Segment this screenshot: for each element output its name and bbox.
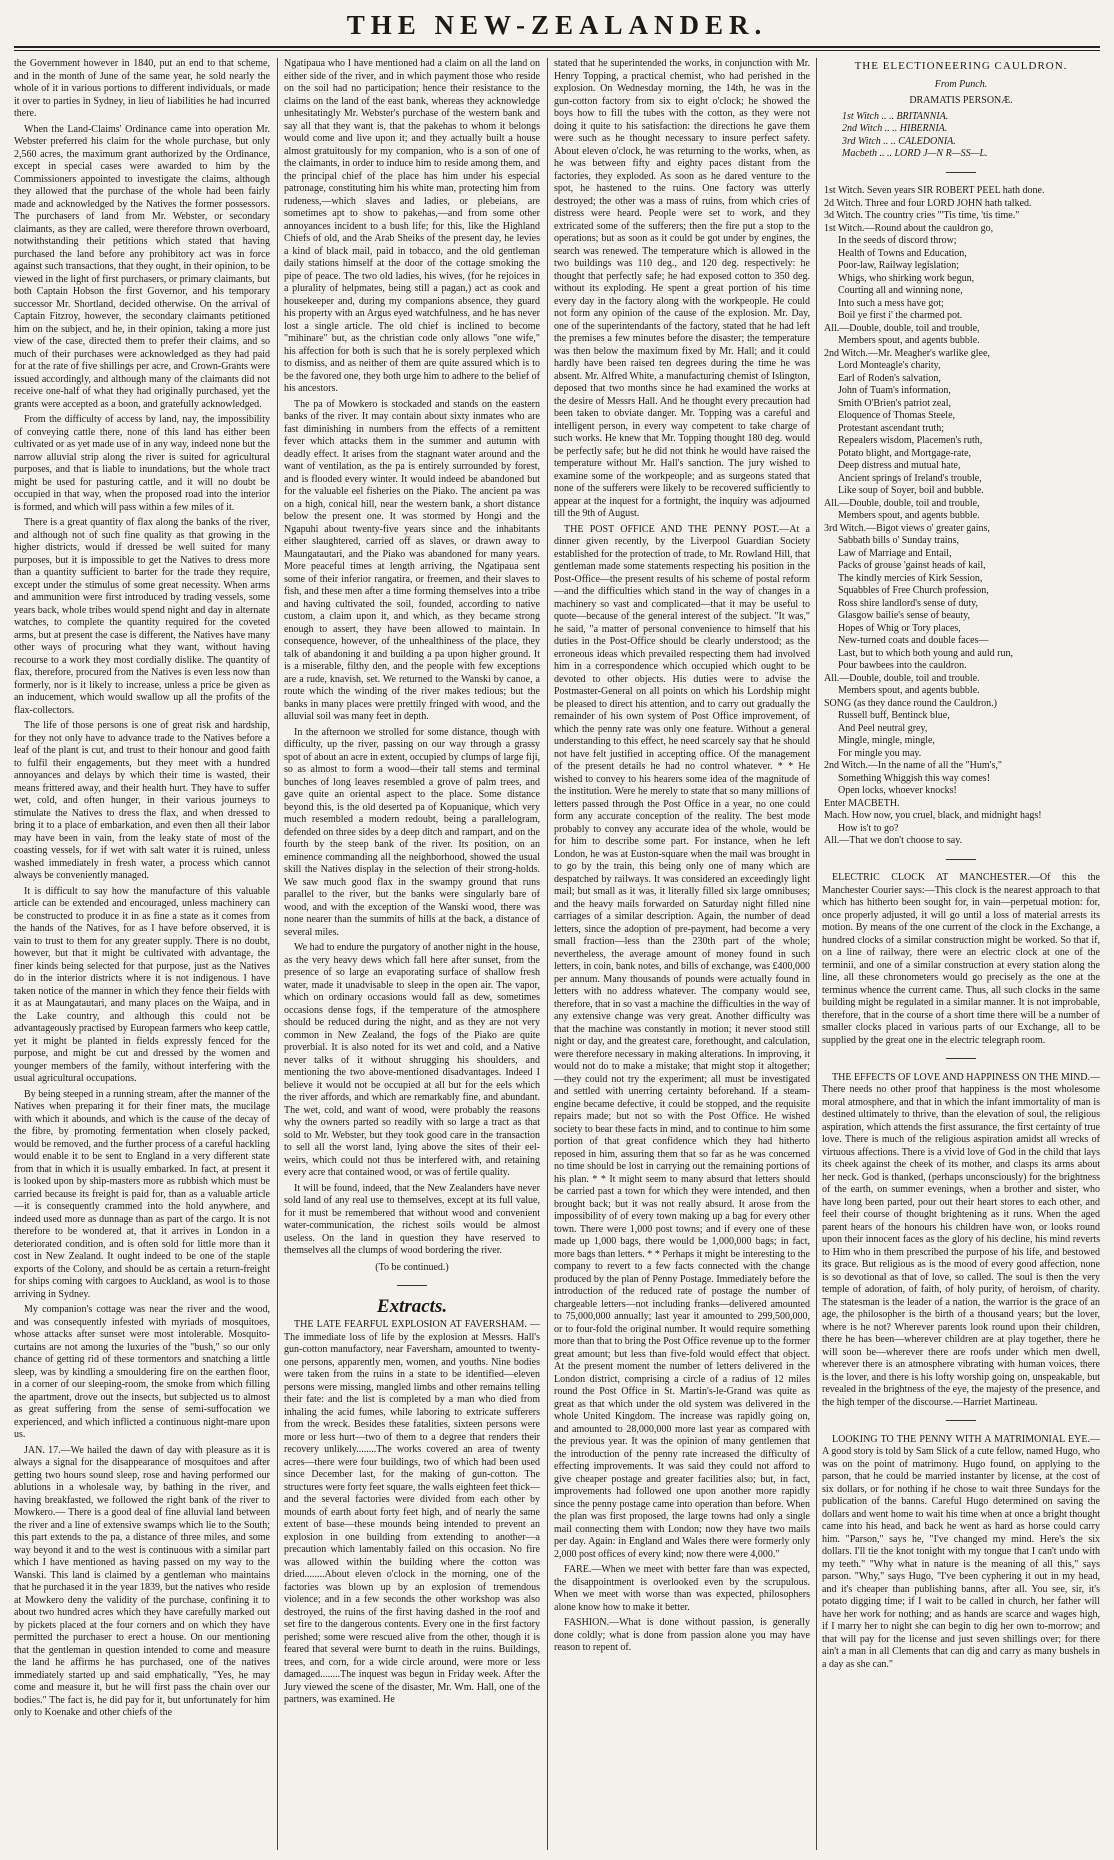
poem-line: Eloquence of Thomas Steele, [838, 410, 956, 421]
section-divider [822, 1415, 1100, 1428]
poem-line: Glasgow bailie's sense of beauty, [838, 610, 970, 621]
paragraph: The pa of Mowkero is stockaded and stands on the eastern banks of the river. It may contain about sixty inmates who are fast diminishing in numbers from the effects of a remittent fever which attacks them in the summer and autumn with deadly effect. It arises from the stagnant water around and the want of ventilation, as the pa is entirely surrounded by forest, and is flooded every winter. It would indeed be abandoned but for the valuable eel fisheries on the Piako. The ancient pa was on a high, conical hill, near the western bank, a short distance below the present one. It was stormed by Hongi and the Ngapuhi about twenty-five years since and the inhabitants either slaughtered, carried off as slaves, or drawn away to Maungatautari, and the Piako was abandoned for many years. More peaceful times at length arriving, the Ngatipaua sent some of their inferior rangatira, or freemen, and their slaves to fish, and these men after a time forming themselves into a tribe and having cultivated the soil, founded, according to native custom, a claim upon it, and which, as they became strong enough to assert, they have been allowed to maintain. In consequence, however, of the unhealthiness of the place, they talk of abandoning it and building a pa upon higher ground. It is a miserable, filthy den, and the people with few exceptions are a rude, knavish, set. We returned to the Wanski by canoe, a route which the winding of the river makes tedious; but the banks in many places were prettily fringed with wood, and the alluvial soil was many feet in depth. [284, 398, 540, 722]
column-divider [547, 58, 548, 1850]
poem-line: In the seeds of discord throw; [838, 235, 957, 246]
poem-line: Repealers wisdom, Placemen's ruth, [838, 435, 983, 446]
poem-line: Ancient springs of Ireland's trouble, [838, 472, 982, 484]
poem-source: From Punch. [934, 78, 988, 90]
poem-line: Earl of Roden's salvation, [838, 372, 941, 384]
poem-line: Courting all and winning none, [838, 285, 963, 296]
poem-line: 2nd Witch.—In the name of all the "Hum's," [824, 760, 1002, 771]
persona: 1st Witch .. .. BRITANNIA. [842, 110, 949, 122]
poem-line: Open locks, whoever knocks! [838, 785, 957, 796]
poem-line: All.—Double, double, toil and trouble, [824, 497, 980, 509]
column-divider [816, 58, 817, 1850]
section-divider [822, 167, 1100, 180]
poem-line: The kindly mercies of Kirk Session, [838, 572, 983, 584]
paragraph: By being steeped in a running stream, after the manner of the Natives when preparing it for their finer mats, the mucilage with which it abounds, and which is the cause of the decay of the fibre, by promoting fermentation when closely packed, would be removed, and the further process of a careful hackling would enable it to be sent to England in a very different state from that in which it is usually embarked. In fact, at present it is looked upon by ship-masters more as rubbish which must be carried because its freight is paid for, than as a valuable article—it is consequently crammed into the hold anywhere, and indeed used more as dunnage than as part of the cargo. It is not therefore to be wondered at, that it arrives in London in a deteriorated condition, and is often sold for little more than it cost in New Zealand. It ought indeed to be one of the staple exports of the Colony, and should be as certain a return-freight for ships coming with cargoes to Auckland, as wool is to those arriving in Sydney. [14, 1088, 270, 1300]
poem-line: Whigs, who shirking work begun, [838, 272, 975, 284]
paragraph: stated that he superintended the works, in conjunction with Mr. Henry Topping, a practical chemist, who had perished in the explosion. On Wednesday morning, the 14th, he was in the gun-cotton factory from six to eight o'clock; he showed the boys how to fill the tubes with the cotton, as they were not doing it quite to his satisfaction: the directions he gave them were such as he thought necessary to insure perfect safety. About eleven o'clock, he was returning to the works, when, as he was between fifty and eighty paces distant from the factories, they exploded. As soon as he dared venture to the spot, he hastened to the ruins. One factory was utterly destroyed; the other was a mass of ruins, from which cries of distress were heard. People were set to work, and they extricated some of the sufferers; then the fire put a stop to the operations; but as soon as it could be got under by engines, the search was renewed. The temperature which is allowed in the two buildings was 110 deg., and 120 deg. respectively: he thought that perfectly safe; he had exposed cotton to 350 deg. without its exploding. He spent a great portion of his time every day in the factory along with the workpeople. He could not form any opinion of the cause of the explosion. Mr. Day, one of the superintendants of the factory, stated that he had left the premises a few minutes before the disaster; the temperature was then below the maximum fixed by Mr. Hall; and it could hardly have been raised ten degrees during the time he was absent. Mr. Alfred White, a manufacturing chemist of Islington, deposed that two months since he had examined the works at the desire of Messrs Hall. And he thought every precaution had been taken to obviate danger. Mr. Topping was a careful and intelligent person, in every way competent to take charge of such works. He knew that Mr. Topping thought 180 deg. would be perfectly safe; but he did not think he would have raised the temperature without Mr. Hall's sanction. The jury wished to examine some of the workpeople; and as surgeons stated that none of the sufferers were likely to be recovered sufficiently to appear at the inquest for a fortnight, the inquiry was adjourned till the 9th of August. [554, 58, 810, 519]
poem-line: Sabbath bills o' Sunday trains, [838, 535, 959, 546]
poem-line: Protestant ascendant truth; [838, 422, 945, 434]
paragraph: THE POST OFFICE AND THE PENNY POST.—At a dinner given recently, by the Liverpool Guardian Society established for the protection of trade, to Mr. Rowland Hill, that gentleman made some statements respecting his position in the Post-Office—the present results of his scheme of postal reform—and the difficulties which stand in the way of changes in a machinery so vast and complicated—that it may be useful to quote—because of the general interest of the subject. "It was," he said, "a matter of personal convenience to himself that his duties in the Post-Office should be clearly understood; as the erroneous ideas which prevailed respecting them had involved him in a correspondence which occupied which ought to be devoted to other objects. His duties were to advise the Postmaster-General on all points on which his Lordship might be pleased to direct his attention, and to carry out gradually the remainder of his own system of Post Office improvement, of which the penny rate was only one feature. Without a general understanding to this effect, he need scarcely say that he should not have felt justified in accepting office. Of the management of the present details he had no control whatever. * * He wished to convey to his hearers some idea of the magnitude of the institution. Were he merely to state that so many millions of letters passed through the Post Office in a year, no one could form any accurate conception of the reality. The best mode probably to convey any accurate idea of the whole, would be for him to describe some part. For instance, when he left London, he was at Euston-square when the mail was brought in to go by the train, this being only one of many which are despatched by railways. It was considered an exceedingly light mail; but small as it was, it literally filled six large omnibuses; and the heavy mails forwarded on Saturday night filled nine carriages of a similar description. Again, the number of dead letters, since the adoption of pre-payment, had become a very small fraction—less than the 230th part of the whole; nevertheless, the average amount of money found in such letters, in coin, bank notes, and bills of exchange, was £400,000 per annum. Many thousands of pounds were actually found in letters with no address whatever. The company would see, therefore, that in so vast a machine the difficulties in the way of any extensive change was very great. Another difficulty was that the machine was constantly in motion; it never stood still night or day, and the greatest care, forethought, and calculation, were therefore necessary in making alterations. In improving, it would not do to make a mistake; that might stop it altogether;—they could not try the experiment; all must be investigated and settled with unerring certainty beforehand. If a steam-engine became defective, it could be stopped, and the requisite repairs made; but not so with the Post Office. He wished society to bear these facts in mind, and to continue to him some portion of that great confidence which they had hitherto reposed in him, assuring them that so far as he was concerned no time should be lost in carrying out the remaining portions of his plan. * * It might seem to many absurd that letters should be carried past a town for which they were intended, and then brought back; but it was not really absurd. It arose from the impossibility of of every town making up a bag for every other town. There were 1,000 post towns; and if every one of these made up 1,000 bags, there would be 1,000,000 bags; in fact, more bags than letters. * * Perhaps it might be interesting to the company to revert to a few facts connected with the change produced by the plan of Penny Postage. Immediately before the introduction of the reduced rate of postage the number of chargeable letters—not including franks—delivered amounted to 75,000,000 annually; last year it amounted to 299,500,000, or to four-fold the original number. It would require something more than that to bring the Post Office revenue up to the former great amount; but less than five-fold would effect that object. At the present moment the number of letters delivered in the London district, comprising a circle of a radius of 12 miles round the Post Office in St. Martin's-le-Grand was quite as great as that which under the old system was delivered in the whole United Kingdom. The increase was rapidly going on, and amounted to 28,000,000 more last year as compared with the previous year. It was the opinion of many gentlemen that the introduction of the penny rate increased the difficulty of effecting improvements. It was said they could not afford to give cheaper postage and greater facilities also; but, in fact, improvements had followed one upon another more rapidly since the penny postage came into operation than before. When the plan was first proposed, the large towns had only a single mail connecting them with London; now they have two mails per day. Again: in England and Wales there were formerly only 2,000 post offices of every kind; now there were 4,000." [554, 523, 810, 1560]
paragraph: My companion's cottage was near the river and the wood, and was consequently infested with myriads of mosquitoes, whose attacks after sunset were most intolerable. Mosquito-curtains are not among the luxuries of the "bush," so our only chance of getting rid of these tormentors and snatching a little sleep, was by kindling a smouldering fire on the earthen floor, in a corner of our sleeping-room, the smoke from which filling the apartment, drove out the insects, but subjected us to almost as great suffering from the sense of semi-suffocation we experienced, and which inflicted a continuous night-mare upon us. [14, 1304, 270, 1440]
poem-line: Packs of grouse 'gainst heads of kail, [838, 560, 986, 571]
masthead-rule-thin [14, 50, 1100, 51]
masthead-rule [14, 46, 1100, 48]
poem-line: John of Tuam's information, [838, 385, 951, 396]
poem-line: SONG (as they dance round the Cauldron.) [824, 697, 998, 709]
section-divider [822, 854, 1100, 867]
column-1 [14, 58, 270, 1854]
paragraph: It is difficult to say how the manufacture of this valuable article can be extended and encouraged, unless machinery can be constructed to produce it in as fine a state as it comes from the hands of the Natives, for as I have before observed, it is vain to trust to them for any greater supply. There is no doubt, however, but that it might be cultivated with advantage, the finer kinds being selected for that purpose, just as the Natives do in the interior districts where it is not indigenous. I have taken notice of the manner in which they fence their fields with it as at Maungatautari, and many places on the Waipa, and in the Lake country, and although this could not be advantageously practised by European farmers who keep cattle, yet it might be planted in fields expressly fenced for the purpose, and might be cut and dressed by the women and younger members of the family, without interfering with the usual agricultural occupations. [14, 885, 270, 1084]
column-3 [554, 58, 810, 1854]
paragraph: ELECTRIC CLOCK AT MANCHESTER.—Of this the Manchester Courier says:—This clock is the nearest approach to that which has hitherto been sought for, in vain—perpetual motion: for, once properly adjusted, it will go until a loss of material arrests its motion. By means of the one current of the clock in the Exchange, a hundred clocks of a similar construction might be worked. So that if, on a line of railway, there were an electric clock at one of the terminii, and one of a similar construction at every station along the line, all these chronometers would go precisely as the one at the terminus whence the current came. Thus, all such clocks in the same building might be regulated in a similar manner. It is not improbable, therefore, that in the course of a short time there will be a number of smaller clocks placed in various parts of our Exchange, all to be supplied by the great one in the electric telegraph room. [822, 872, 1100, 1046]
poem-line: Members spout, and agents bubble. [838, 510, 980, 521]
poem-line: 1st Witch.—Round about the cauldron go, [824, 222, 994, 234]
column-4 [822, 58, 1100, 1854]
poem-line: How is't to go? [838, 822, 899, 834]
section-divider [822, 1053, 1100, 1066]
paragraph: THE LATE FEARFUL EXPLOSION AT FAVERSHAM. —The immediate loss of life by the explosion at Messrs. Hall's gun-cotton manufactory, near Faversham, amounted to twenty-one persons, apparently men, women, and youths. Nine bodies were taken from the ruins in a state to be identified—eleven persons were missing, mangled limbs and other remains telling their fate: and the list is completed by a man who died from inhaling the acid fumes, while laboring to extricate sufferers from the wreck. Besides these fatalities, sixteen persons were more or less hurt—two of them to a degree that renders their recovery unlikely........The works covered an area of twenty acres—there were four buildings, two of which had been used since December last, for the making of gun-cotton. The structures were forty feet square, the walls eighteen feet thick—and the several factories were divided from each other by mounds of earth about forty feet high, and of nearly the same extent of base—these mounds being intended to prevent an explosion in one building from extending to another—a precaution which lamentably failed on this occasion. No fire was allowed within the building where the cotton was dried........About eleven o'clock in the morning, one of the factories was blown up by an explosion of tremendous violence; and in a few seconds the other workshop was also destroyed, the ruins of the first having dashed in the roof and set fire to the dangerous contents. Every one in the first factory perished; some were rescued alive from the other, though it is feared that several were burnt to death in the ruins. Buildings, trees, and corn, for a wide circle around, were more or less damaged........The inquest was begun in Friday week. After the Jury viewed the scene of the disaster, Mr. Wm. Hall, one of the partners, was examined. He [284, 1319, 540, 1705]
poem-line: Health of Towns and Education, [838, 247, 967, 259]
poem-line: 3rd Witch.—Bigot views o' greater gains, [824, 522, 990, 534]
poem-line: 1st Witch. Seven years SIR ROBERT PEEL hath done. [824, 185, 1045, 196]
paragraph: When the Land-Claims' Ordinance came into operation Mr. Webster preferred his claim for the whole purchase, but only 2,560 acres, the maximum grant authorized by the Ordinance, except in special cases were awarded to him by the Commissioners appointed to investigate the claims, although they allowed that the purchase of the whole had been fairly made and acknowledged by the Natives the former possessors. The purchasers of land from Mr. Webster, or secondary claimants, as they are called, were therefore thrown overboard, notwithstanding their petitions which stated that having purchased the land before any prohibitory act was in force against such transactions, that they ought, in their opinion, to be viewed in the light of first purchasers, or primary claimants, but both Captain Hobson the first Governor, and his temporary successor Mr. Shortland, decided otherwise. On the arrival of Captain Fitzroy, however, the secondary claimants petitioned him on the subject, and he, in their opinion, taking a more just view of the case, directed them to prefer their claims, and so much of their purchases were acknowledged as they had paid for at the rate of five shillings per acre, and Crown-Grants were issued accordingly, and although many of the claimants did not receive one-half of what they had originally purchased, yet the grants were accepted as a boon, and gratefully acknowledged. [14, 123, 270, 410]
persona: 2nd Witch .. .. HIBERNIA. [842, 123, 948, 134]
poem-line: Members spout, and agents bubble. [838, 335, 980, 346]
column-divider [277, 58, 278, 1850]
poem-line: Ross shire landlord's sense of duty, [838, 597, 979, 609]
poem-line: Deep distress and mutual hate, [838, 460, 961, 471]
poem-line: All.—Double, double, toil and trouble, [824, 322, 980, 334]
paragraph: FASHION.—What is done without passion, is generally done coldly; what is done from passion alone you may have reason to repent of. [554, 1617, 810, 1653]
poem-line: Hopes of Whig or Tory places, [838, 622, 961, 634]
paragraph: There is a great quantity of flax along the banks of the river, and although not of such fine quality as that growing in the higher districts, would if dressed be well suited for many purposes, but it is impossible to get the Natives to dress more than a quantity sufficient to barter for the trade they require, except under the stimulus of some great necessity. When arms and ammunition were first introduced by trading vessels, some years back, whole tribes would spend night and day in alternate watches, to complete the quantity required for the coveted arms, but at present the case is different, the Natives have many other ways of procuring what they want, without having recourse to a work they most cordially dislike. The quantity of flax, therefore, procured from the Natives is even less now than formerly, nor is it likely to increase, unless a price be given as an inducement, which would swallow up all the profits of the flax-collectors. [14, 517, 270, 716]
poem-line: Poor-law, Railway legislation; [838, 260, 960, 271]
paragraph: FARE.—When we meet with better fare than was expected, the disappointment is overlooked even by the scrupulous. When we meet with worse than was expected, philosophers alone know how to make it better. [554, 1564, 810, 1613]
poem-line: Pour bawbees into the cauldron. [838, 660, 967, 671]
poem-line: All.—That we don't choose to say. [824, 835, 963, 846]
masthead [0, 0, 1114, 46]
poem-line: Members spout, and agents bubble. [838, 685, 980, 696]
poem-line: Lord Monteagle's charity, [838, 360, 941, 371]
poem-line: And Peel neutral grey, [838, 722, 928, 734]
paragraph: In the afternoon we strolled for some distance, though with difficulty, up the river, passing on our way through a grassy spot of about an acre in extent, occupied by clumps of large fiji, so as almost to form a wood—their tall stems and terminal bunches of long leaves resembled a grove of palm trees, and gave quite an oriental aspect to the place. Some distance beyond this, is the old deserted pa of Kopuanique, which very much resembled a modern redoubt, being a parallelogram, defended on three sides by a deep ditch and rampart, and on the fourth by the steep bank of the river. Its position, on an eminence commanding all the neighborhood, showed the usual skill the Natives display in the selection of their strong-holds. We saw much good flax in the swampy ground that runs parallel to the river, but the banks were singularly bare of wood, and with the exception of the Wanski wood, there was none nearer than the summits of hills at the back, a distance of several miles. [284, 726, 540, 938]
paragraph: The life of those persons is one of great risk and hardship, for they not only have to advance trade to the Natives before a leaf of the plant is cut, and trust to their honour and good faith to fulfil their engagements, but they meet with a hundred annoyances and delays by which their time is wasted, their means frittered away, and their health hurt. They have to suffer wet, cold, and often hunger, in their various journeys to stimulate the Natives to dress the flax, and when dressed to bring it to a place of embarkation, and even then all their labor may have been in vain, from the leaky state of most of the coasting vessels, for if wet with salt water it is ruined, unless washed immediately in fresh water, a process which cannot always be conveniently managed. [14, 720, 270, 881]
newspaper-title: THE NEW-ZEALANDER. [346, 10, 768, 40]
paragraph: From the difficulty of access by land, nay, the impossibility of conveying cattle there, none of this land has either been cultivated or as yet made use of in any way, indeed none but the narrow alluvial strip along the river is suited for agricultural purposes, and that is liable to inundations, but the whole tract might be used for pasturing cattle, and it will no doubt be occupied in that way, when the proposed road into the interior is formed, and which will pass within a few miles of it. [14, 414, 270, 513]
paragraph: Ngatipaua who I have mentioned had a claim on all the land on either side of the river, and in which payment those who reside on the soil had no participation; hence their resistance to the claims on the land of the east bank, whereas they acknowledge unhesitatingly Mr. Webster's purchase of the western bank and say all that they want is, that the pakehas to whom it belongs would come and live upon it; and they actually built a house almost gratuitously for my companion, who is a son of one of the claimants, in order to induce him to reside among them, and the principal chief of the place has him under his especial patronage, constituting him his white man, protecting him from rudeness,—which slaves and ladies, or plebeians, are sometimes apt to show to pakehas,—and from some other annoyances incident to a bush life; for this, like the Highland Chiefs of old, and the Arab Sheiks of the present day, he levies a kind of black mail, paid in tobacco, and the old gentleman daily stations himself at the door of the cottage smoking the pipe of peace. The two old ladies, his wives, (for he rejoices in a plurality of helpmates, being still a pagan,) act as cook and housekeeper and, during my companions absence, they guard his property with an Argus eyed watchfulness, and he has never lost a single article. The old chief is inclined to become "mihinare" but, as the christian code only allows "one wife," his affection for both is such that he is sorely perplexed which to dismiss, and as neither of them are quite assured which is to be the favored one, they both urge him to adhere to the belief of his ancestors. [284, 58, 540, 394]
poem-lines [822, 185, 1100, 848]
persona: Macbeth .. .. LORD J—N R—SS—L. [842, 148, 988, 159]
poem-line: Last, but to which both young and auld run, [838, 647, 1013, 659]
dramatis-list [822, 111, 1100, 161]
poem-line: Law of Marriage and Entail, [838, 547, 952, 559]
poem-line: Like soup of Soyer, boil and bubble. [838, 485, 984, 496]
poem-line: Boil ye first i' the charmed pot. [838, 310, 963, 321]
paragraph: It will be found, indeed, that the New Zealanders have never sold land of any real use to themselves, except at its full value, for it must be remembered that without wood and convenient water-communication, the richest soils would be almost useless. On the land in question they have reserved to themselves all the clumps of wood bordering the river. [284, 1182, 540, 1256]
poem-line: Mingle, mingle, mingle, [838, 735, 935, 746]
poem-line: For mingle you may. [838, 747, 922, 759]
poem-title: THE ELECTIONEERING CAULDRON. [854, 60, 1068, 72]
poem-line: All.—Double, double, toil and trouble. [824, 672, 980, 684]
to-be-continued: (To be continued.) [375, 1261, 449, 1273]
poem-line: Potato blight, and Mortgage-rate, [838, 447, 972, 459]
poem-line: 2d Witch. Three and four LORD JOHN hath talked. [824, 197, 1032, 209]
poem-line: Into such a mess have got; [838, 297, 944, 309]
paragraph: JAN. 17.—We hailed the dawn of day with pleasure as it is always a signal for the disappearance of mosquitoes and after getting two hours sound sleep, rose and having performed our ablutions in a wholesale way, by bathing in the river, and having breakfasted, we followed the right bank of the river to Mowkero.— There is a good deal of fine alluvial land between the river and a line of extensive swamps which lie to the South; this part extends to the pa, a distance of three miles, and some way beyond it and to the west is continuous with a similar part which I have mentioned as having passed on my way to the Wanski. This land is claimed by a gentleman who maintains that he purchased it in the year 1839, but the natives who reside at Mowkero deny the validity of the purchase, confining it to about two hundred acres which they have carefully marked out by pickets placed at the four corners and on which they have permitted the purchaser to erect a house. On our mentioning that the gentleman in question intended to come and measure the land he affirms he has purchased, one of the natives immediately started up and said emphatically, "Yes, he may come and measure it, but he will first pass the chain over our bodies." The fact is, he did pay for it, but unfortunately for him only to Koenake and other chiefs of the [14, 1444, 270, 1718]
section-divider [284, 1280, 540, 1293]
poem-line: New-turned coats and double faces— [838, 635, 989, 646]
paragraph: LOOKING TO THE PENNY WITH A MATRIMONIAL EYE.—A good story is told by Sam Slick of a cute fellow, named Hugo, who was on the point of matrimony. Hugo found, on applying to the parson, that he could be married instanter by license, at the cost of six dollars, or for nothing if he chose to wait three Sundays for the publication of the banns. Careful Hugo determined on saving the dollars and went home to wait his time when at once a bright thought came into his head, and back he went as hard as horse could carry him. "Parson," says he, "I've changed my mind. Here's the six dollars. I'll tie the knot tonight with my tongue that I can't undo with my teeth." "Why what in nature is the meaning of all this," says parson. "Why," says Hugo, "I've been cyphering it out in my head, and it's cheaper than publishing banns, after all. You see, sir, it's potato digging time; if I wait to be called in church, her father will have her work for nothing; and as hands are scarce and wages high, if I marry her to night she can begin to dig her own to-morrow; and that will pay for the license and just seven shillings over; for there ain't a man in all Clements that can dig and carry as many bushels in a day as she can." [822, 1433, 1100, 1670]
column-2 [284, 58, 540, 1854]
dramatis-heading: DRAMATIS PERSONÆ. [909, 95, 1013, 106]
poem-line: 2nd Witch.—Mr. Meagher's warlike glee, [824, 347, 990, 359]
poem-line: Squabbles of Free Church profession, [838, 585, 989, 596]
poem-line: Enter MACBETH. [824, 797, 900, 809]
poem-line: Russell buff, Bentinck blue, [838, 710, 950, 721]
poem-line: 3d Witch. The country cries "'Tis time, 'tis time." [824, 210, 1020, 221]
poem-line: Mach. How now, you cruel, black, and midnight hags! [824, 810, 1042, 821]
paragraph: the Government however in 1840, put an end to that scheme, and in the month of June of the same year, he sold nearly the whole of it in various portions to different individuals, or made it over to parties in Sydney, in lieu of liabilities he had incurred there. [14, 58, 270, 119]
persona: 3rd Witch .. .. CALEDONIA. [842, 135, 956, 147]
poem-line: Smith O'Brien's patriot zeal, [838, 397, 952, 409]
paragraph: We had to endure the purgatory of another night in the house, as the very heavy dews which fall here after sunset, from the presence of so large an evaporating surface of shallow fresh water, made it unadvisable to sleep in the open air. The vapor, which on ordinary occasions would fall as dew, sometimes occasions dense fogs, if the temperature of the atmosphere should be reduced during the night, and as they are not very common in New Zealand, the fogs of the Piako are quite proverbial. It is also noted for its wet and cold, and a Native never talks of it without shrugging his shoulders, and mentioning the two above-mentioned disadvantages. Indeed I believe it would not be occupied at all but for the eels which the river affords, and which are remarkably fine, and abundant. The wet, cold, and want of wood, were probably the reasons why the owners parted so readily with so large a tract as that sold to Mr. Webster, but they took good care in the transaction to sell all the worst land, lying above the sites of their eel-weirs, which could not thus be interfered with, and retaining every acre that contained wood, or was of fertile quality. [284, 942, 540, 1178]
poem-line: Something Whiggish this way comes! [838, 772, 991, 784]
paragraph: THE EFFECTS OF LOVE AND HAPPINESS ON THE MIND.—There needs no other proof that happiness is the most wholesome moral atmosphere, and that in which the infant immortality of man is destined ultimately to thrive, than the elevation of soul, the religious aspiration, which attends the first assurance, the first certainty of true love. There is much of the religious aspiration amidst all wrecks of virtuous affections. There is a vivid love of God in the child that lays its cheek against the cheek of its mother, and clasps its arms about her neck. God is thanked, (perhaps unconsciously) for the brightness of the earth, on summer evenings, when a brother and sister, who have long been parted, pour out their heart stores to each other, and feel their course of thought brightening as it runs. When the aged parent hears of the honours his children have won, or looks round upon their innocent faces as the glory of his decline, his mind reverts to Him who in them prescribed the purpose of his life, and bestowed its grace. But religious as is the mood of every good affection, none is so devotional as that of love, so called. The soul is then the very temple of adoration, of faith, of holy purity, of heroism, of charity. The statesman is the leader of a nation, the warrior is the grace of an age, the philosopher is the birth of a thousand years; but the lover, where is he not? Wherever parents look round upon their children, there he has been—wherever children are at play together, there he will soon be—wherever there are roofs under which men dwell, wherever there is an atmosphere vibrating with human voices, there is the lover, and there is his lofty worship going on, unspeakable, but revealed in the brightness of the eye, the majesty of the presence, and the high temper of the discourse.—Harriet Martineau. [822, 1071, 1100, 1408]
extracts-heading: Extracts. [376, 1295, 448, 1317]
